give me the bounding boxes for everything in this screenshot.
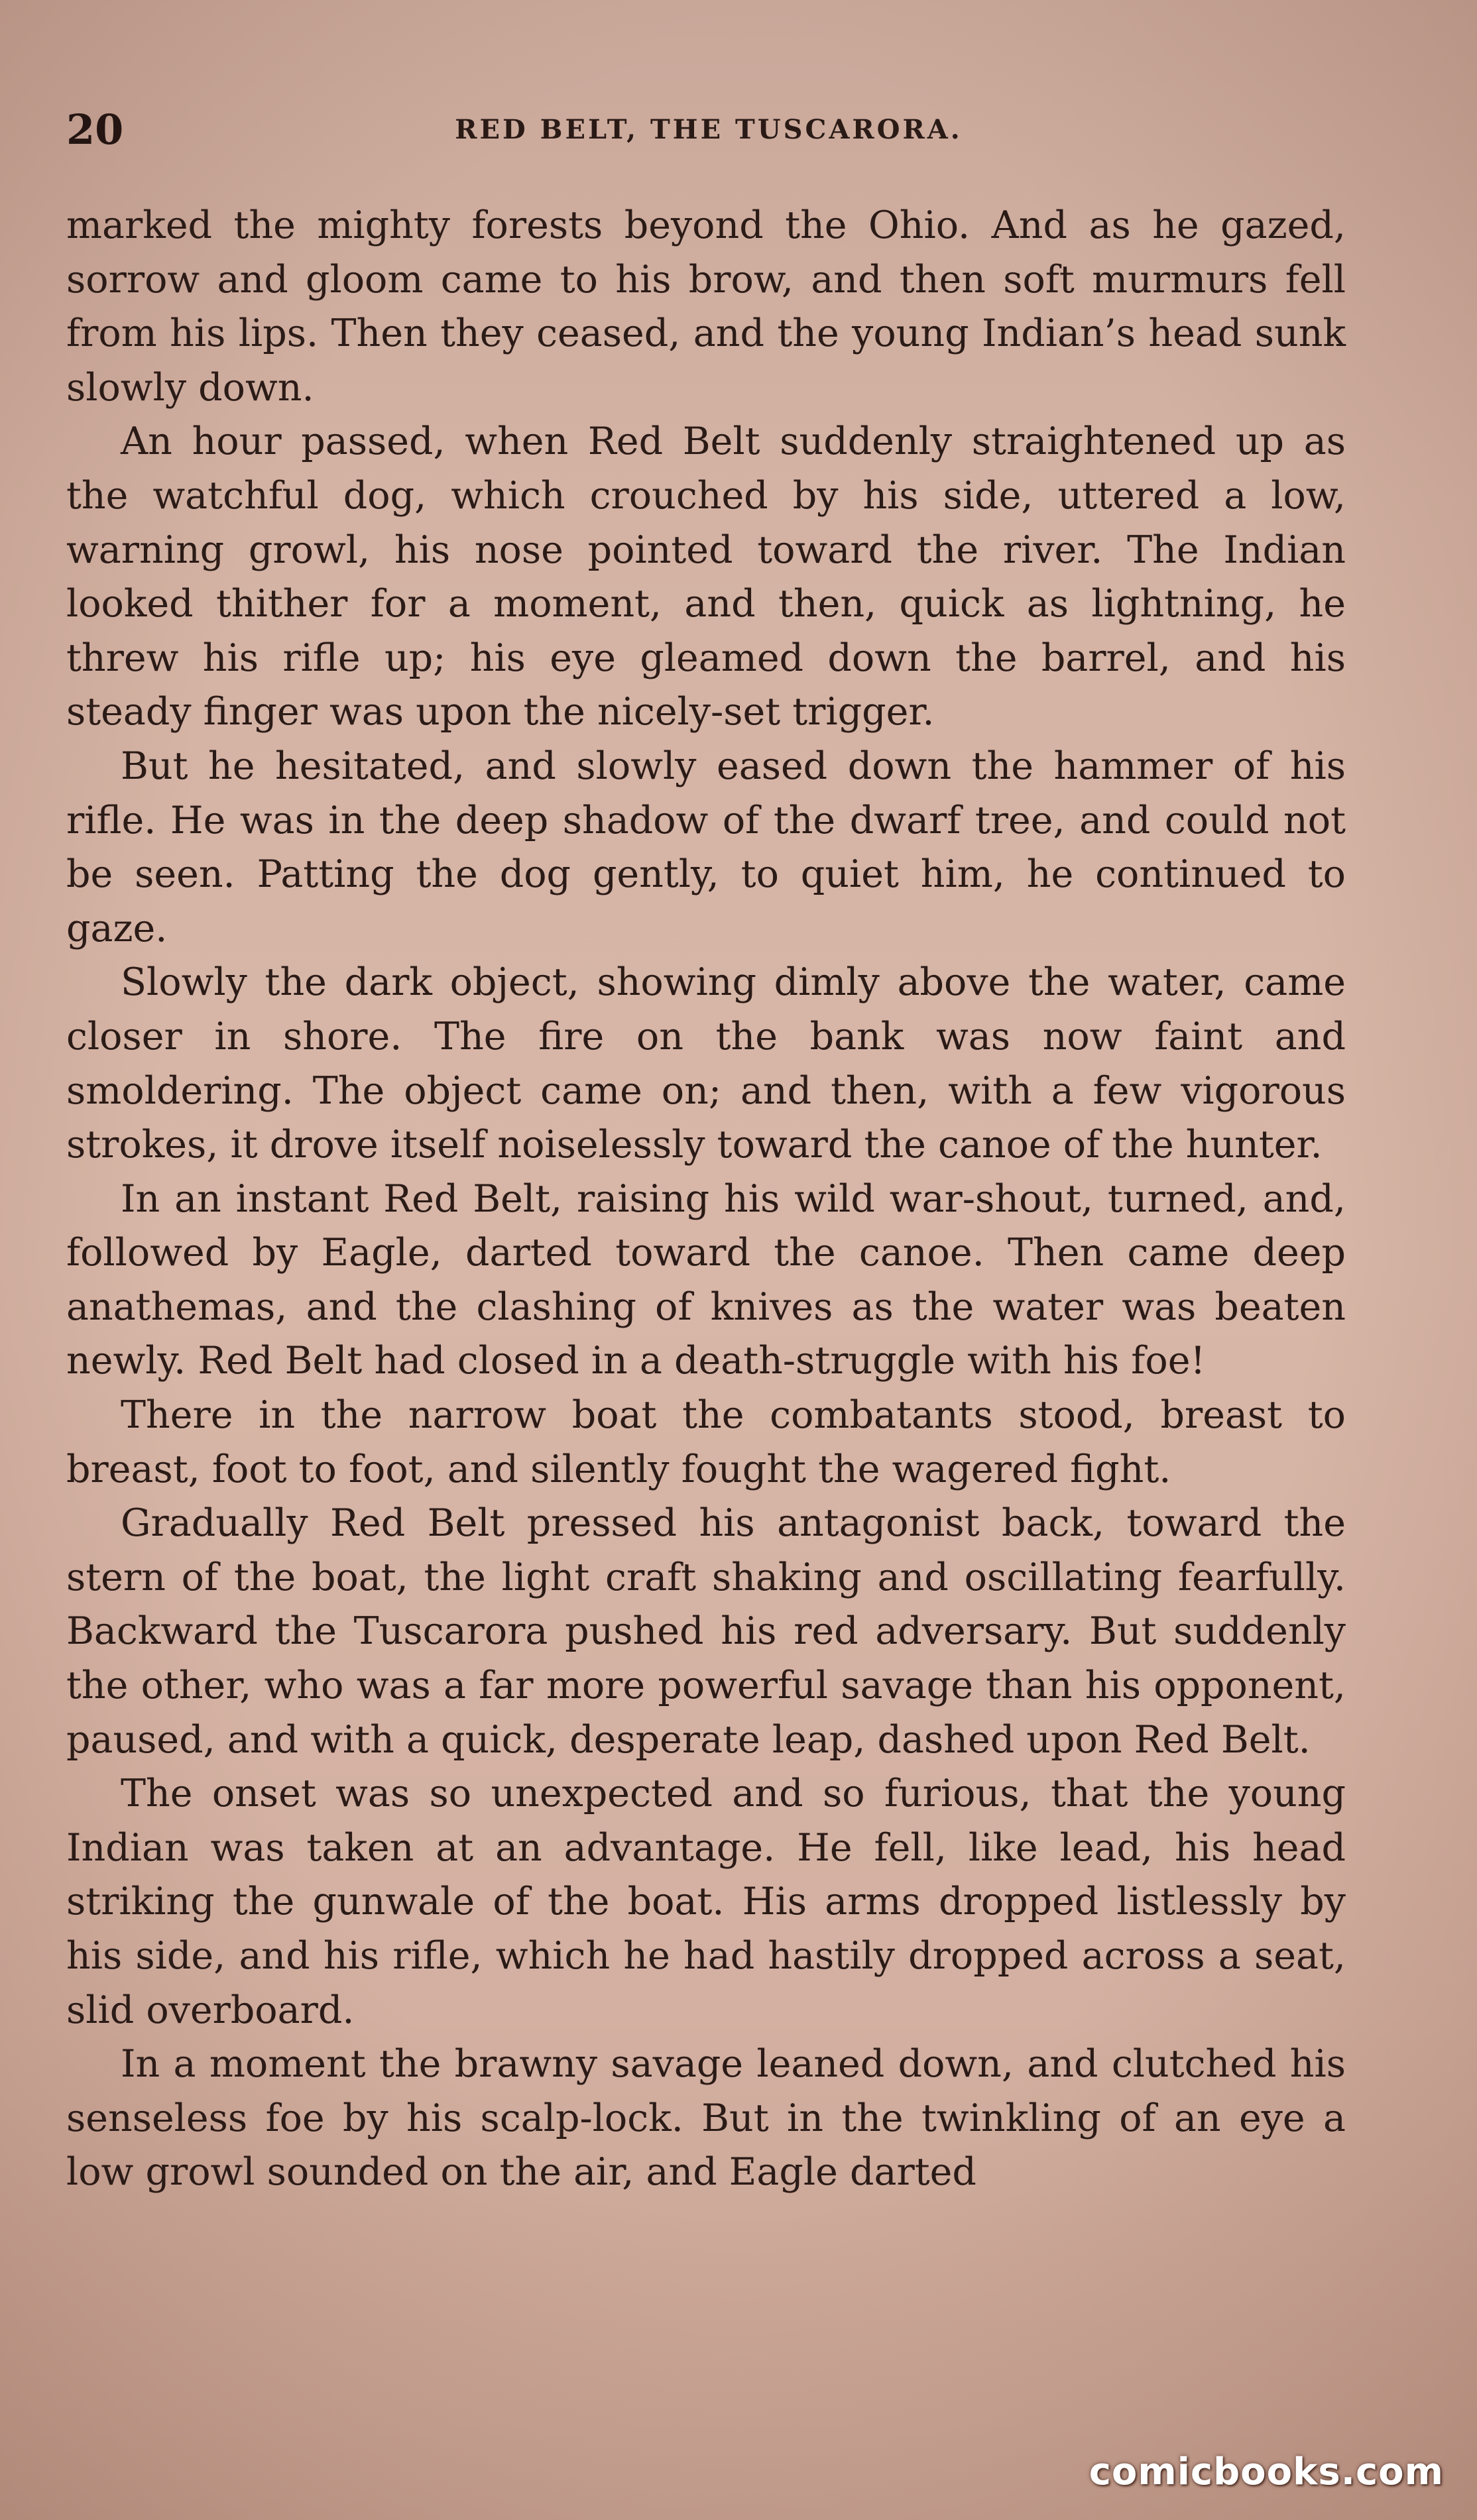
- running-head: [66, 99, 1351, 159]
- paragraph-7: Gradually Red Belt pressed his antagonist back, toward the stern of the boat, the light craft shaking and oscillating fearfully. Backward the Tuscarora pushed his red adversary. But suddenly the other, who was a far more powerful savage than his opponent, paused, and with a quick, desperate leap, dashed upon Red Belt.: [66, 1501, 1346, 1762]
- paragraph-5: In an instant Red Belt, raising his wild war-shout, turned, and, followed by Eagle, darted toward the canoe. Then came deep anathemas, and the clashing of knives as the water was beaten newly. Red Belt had closed in a death-struggle with his foe!: [66, 1176, 1346, 1383]
- paragraph-2: An hour passed, when Red Belt suddenly straightened up as the watchful dog, which crouched by his side, uttered a low, warning growl, his nose pointed toward the river. The Indian looked thither for a moment, and then, quick as lightning, he threw his rifle up; his eye gleamed down the barrel, and his steady finger was upon the nicely-set trigger.: [66, 420, 1346, 734]
- running-title: RED BELT, THE TUSCARORA.: [455, 113, 963, 145]
- body-text: [66, 199, 1346, 2200]
- paragraph-3: But he hesitated, and slowly eased down the hammer of his rifle. He was in the deep shadow of the dwarf tree, and could not be seen. Patting the dog gently, to quiet him, he continued to gaze.: [66, 744, 1346, 950]
- watermark: comicbooks.com: [1089, 2450, 1444, 2493]
- paragraph-1: marked the mighty forests beyond the Ohio. And as he gazed, sorrow and gloom came to his brow, and then soft murmurs fell from his lips. Then they ceased, and the young Indian’s head sunk slowly down.: [66, 203, 1346, 410]
- paragraph-8: The onset was so unexpected and so furious, that the young Indian was taken at an advantage. He fell, like lead, his head striking the gunwale of the boat. His arms dropped listlessly by his side, and his rifle, which he had hastily dropped across a seat, slid overboard.: [66, 1772, 1346, 2032]
- paragraph-4: Slowly the dark object, showing dimly above the water, came closer in shore. The fire on the bank was now faint and smoldering. The object came on; and then, with a few vigorous strokes, it drove itself noiselessly toward the canoe of the hunter.: [66, 960, 1346, 1167]
- page-number: 20: [66, 105, 124, 154]
- paragraph-6: There in the narrow boat the combatants stood, breast to breast, foot to foot, and silently fought the wagered fight.: [66, 1393, 1346, 1491]
- paragraph-9: In a moment the brawny savage leaned down, and clutched his senseless foe by his scalp-lock. But in the twinkling of an eye a low growl sounded on the air, and Eagle darted: [66, 2042, 1346, 2195]
